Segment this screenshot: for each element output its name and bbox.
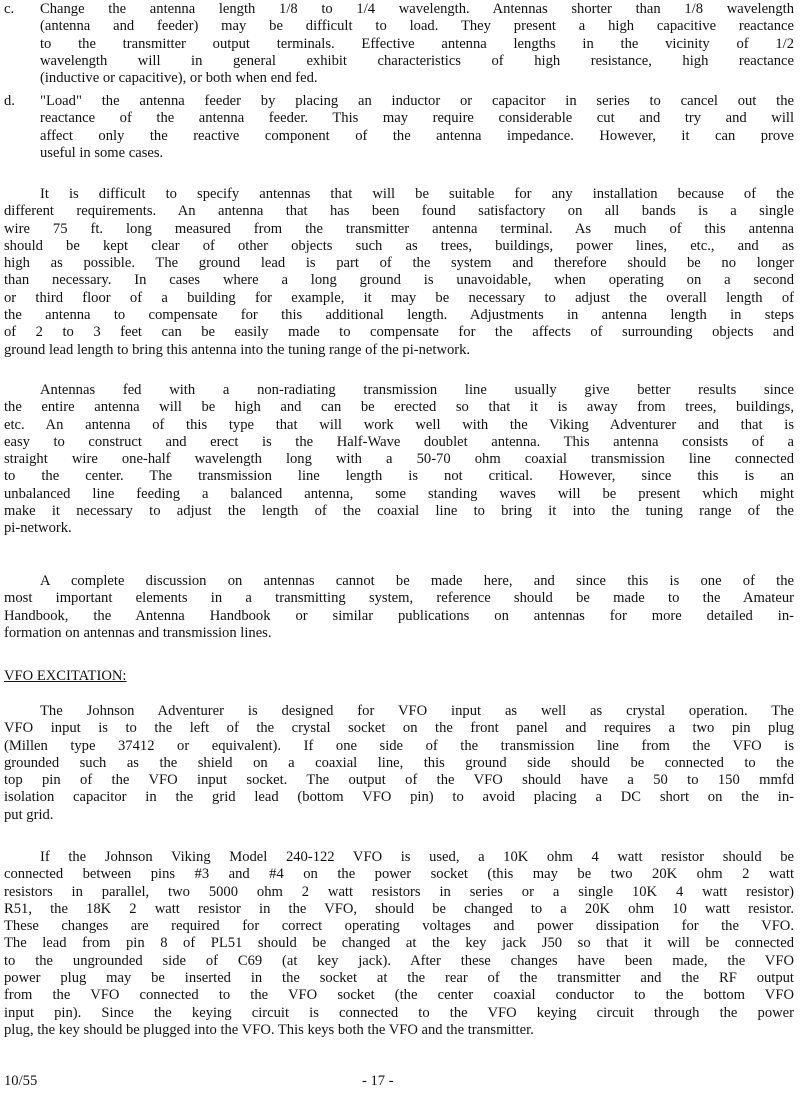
- text-line: high as possible. The ground lead is part of the system and therefore should be no longer: [4, 255, 794, 272]
- footer-date: 10/55: [4, 1073, 38, 1089]
- section-heading: VFO EXCITATION:: [4, 668, 127, 684]
- text-line: easy to construct and erect is the Half-Wave doublet antenna. This antenna consists of a: [4, 433, 794, 450]
- paragraph-antenna-suitability: [4, 186, 794, 359]
- text-line: different requirements. An antenna that has been found satisfactory on all bands is a single: [4, 203, 794, 220]
- text-line: ground lead length to bring this antenna into the tuning range of the pi-network.: [4, 341, 471, 358]
- text-line: resistors in parallel, two 5000 ohm 2 watt resistors in series or a single 10K 4 watt resistor): [4, 883, 794, 900]
- text-line: The Johnson Adventurer is designed for VFO input as well as crystal operation. The: [40, 703, 794, 719]
- paragraph-transmission-line: [4, 382, 794, 538]
- text-line: or third floor of a building for example, it may be necessary to adjust the overall length of: [4, 289, 794, 306]
- list-marker: d.: [4, 93, 15, 109]
- text-line: pi-network.: [4, 520, 72, 537]
- text-line: plug, the key should be plugged into the VFO. This keys both the VFO and the transmitter.: [4, 1021, 534, 1038]
- text-line: the entire antenna will be high and can be erected so that it is away from trees, buildings,: [4, 399, 794, 416]
- text-line: connected between pins #3 and #4 on the power socket (this may be two 20K ohm 2 watt: [4, 866, 794, 883]
- text-line: (antenna and feeder) may be difficult to load. They present a high capacitive reactance: [40, 18, 794, 35]
- text-line: "Load" the antenna feeder by placing an inductor or capacitor in series to cancel out the: [40, 93, 794, 109]
- text-line: VFO input is to the left of the crystal socket on the front panel and requires a two pin plug: [4, 720, 794, 737]
- text-line: from the VFO connected to the VFO socket (the center coaxial conductor to the bottom VFO: [4, 987, 794, 1004]
- text-line: power plug may be inserted in the socket at the rear of the transmitter and the RF output: [4, 970, 794, 987]
- text-line: put grid.: [4, 806, 54, 823]
- text-line: formation on antennas and transmission lines.: [4, 624, 272, 641]
- text-line: (Millen type 37412 or equivalent). If one side of the transmission line from the VFO is: [4, 737, 794, 754]
- text-line: The lead from pin 8 of PL51 should be changed at the key jack J50 so that it will be connected: [4, 935, 794, 952]
- text-line: useful in some cases.: [40, 144, 164, 161]
- paragraph-vfo-input: [4, 703, 794, 824]
- text-line: should be kept clear of other objects such as trees, buildings, power lines, etc., and as: [4, 237, 794, 254]
- text-line: These changes are required for correct operating voltages and power dissipation for the VFO.: [4, 918, 794, 935]
- text-line: isolation capacitor in the grid lead (bottom VFO pin) to avoid placing a DC short on the in-: [4, 789, 794, 806]
- text-line: affect only the reactive component of the antenna impedance. However, it can prove: [40, 127, 794, 144]
- paragraph-antenna-discussion: [4, 573, 794, 642]
- text-line: of 2 to 3 feet can be easily made to compensate for the affects of surrounding objects and: [4, 324, 794, 341]
- text-line: etc. An antenna of this type that will work well with the Viking Adventurer and that is: [4, 416, 794, 433]
- text-line: (inductive or capacitive), or both when end fed.: [40, 70, 318, 87]
- text-line: the antenna to compensate for this additional length. Adjustments in antenna length in steps: [4, 307, 794, 324]
- text-line: A complete discussion on antennas cannot be made here, and since this is one of the: [40, 573, 794, 589]
- text-line: to the center. The transmission line length is not critical. However, since this is an: [4, 468, 794, 485]
- text-line: most important elements in a transmitting system, reference should be made to the Amateur: [4, 590, 794, 607]
- text-line: wavelength will in general exhibit characteristics of high resistance, high reactance: [40, 52, 794, 69]
- text-line: top pin of the VFO input socket. The output of the VFO should have a 50 to 150 mmfd: [4, 772, 794, 789]
- text-line: straight wire one-half wavelength long with a 50-70 ohm coaxial transmission line connected: [4, 451, 794, 468]
- text-line: It is difficult to specify antennas that will be suitable for any installation because of the: [40, 186, 794, 202]
- page-number: - 17 -: [362, 1073, 394, 1089]
- text-line: wire 75 ft. long measured from the transmitter antenna terminal. As much of this antenna: [4, 220, 794, 237]
- text-line: grounded such as the shield on a coaxial line, this ground side should be connected to the: [4, 754, 794, 771]
- list-marker: c.: [4, 1, 15, 17]
- text-line: reactance of the antenna feeder. This may require considerable cut and try and will: [40, 110, 794, 127]
- text-line: input pin). Since the keying circuit is connected to the VFO keying circuit through the power: [4, 1004, 794, 1021]
- paragraph-vfo-model: [4, 849, 794, 1039]
- text-line: R51, the 18K 2 watt resistor in the VFO, should be changed to a 20K ohm 10 watt resistor.: [4, 900, 794, 917]
- text-line: to the ungrounded side of C69 (at key jack). After these changes have been made, the VFO: [4, 952, 794, 969]
- text-line: than necessary. In cases where a long ground is unavoidable, when operating on a second: [4, 272, 794, 289]
- text-line: Handbook, the Antenna Handbook or similar publications on antennas for more detailed in-: [4, 607, 794, 624]
- text-line: unbalanced line feeding a balanced antenna, some standing waves will be present which might: [4, 485, 794, 502]
- list-item-d: [4, 93, 794, 162]
- text-line: to the transmitter output terminals. Effective antenna lengths in the vicinity of 1/2: [40, 35, 794, 52]
- list-item-c: [4, 1, 794, 87]
- text-line: Change the antenna length 1/8 to 1/4 wavelength. Antennas shorter than 1/8 wavelength: [40, 1, 794, 17]
- text-line: If the Johnson Viking Model 240-122 VFO is used, a 10K ohm 4 watt resistor should be: [40, 849, 794, 865]
- text-line: Antennas fed with a non-radiating transmission line usually give better results since: [40, 382, 794, 398]
- text-line: make it necessary to adjust the length of the coaxial line to bring it into the tuning range of the: [4, 503, 794, 520]
